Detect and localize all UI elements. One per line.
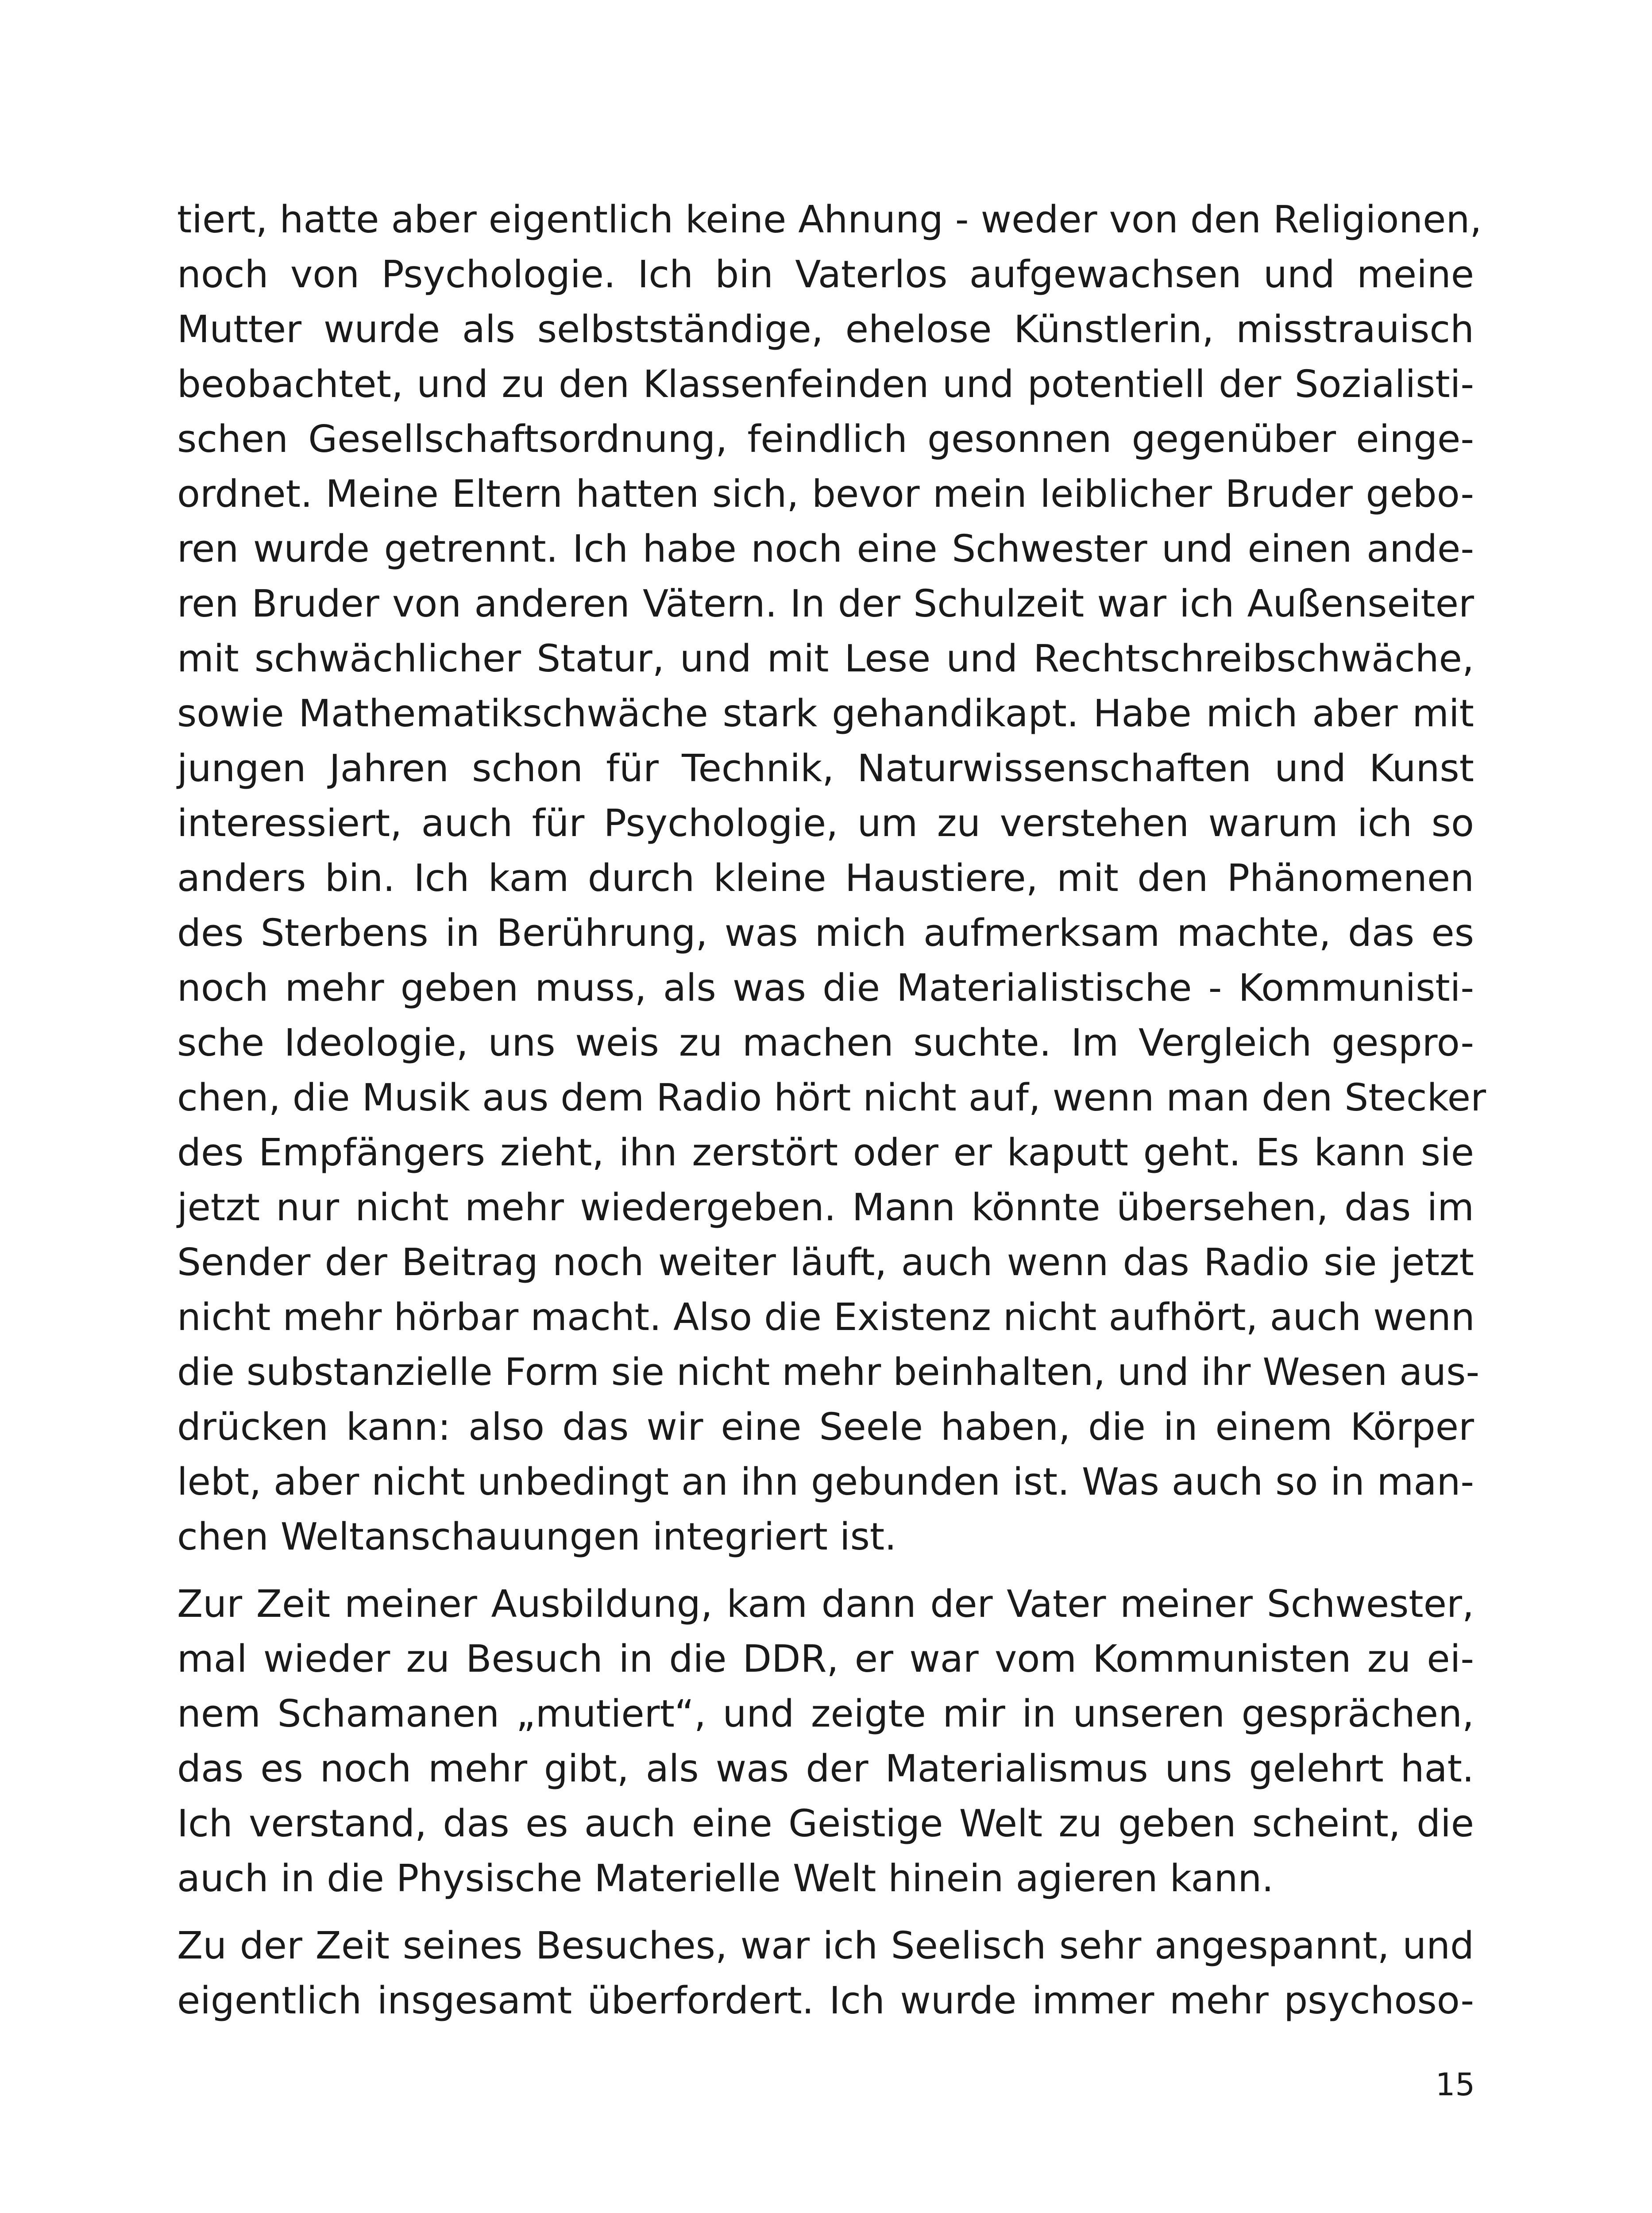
text-line: drücken kann: also das wir eine Seele haben, die in einem Körper bbox=[177, 1405, 1474, 1449]
text-line: nicht mehr hörbar macht. Also die Existenz nicht aufhört, auch wenn bbox=[177, 1295, 1475, 1339]
text-line: schen Gesellschaftsordnung, feindlich gesonnen gegenüber einge- bbox=[177, 417, 1474, 461]
text-line: beobachtet, und zu den Klassenfeinden und potentiell der Sozialisti- bbox=[177, 362, 1474, 406]
text-line: jetzt nur nicht mehr wiedergeben. Mann könnte übersehen, das im bbox=[177, 1186, 1474, 1230]
text-line: des Sterbens in Berührung, was mich aufmerksam machte, das es bbox=[177, 911, 1474, 955]
text-line: jungen Jahren schon für Technik, Naturwissenschaften und Kunst bbox=[177, 747, 1474, 790]
text-line: ren wurde getrennt. Ich habe noch eine Schwester und einen ande- bbox=[177, 527, 1474, 571]
text-line: noch mehr geben muss, als was die Materialistische - Kommunisti- bbox=[177, 966, 1474, 1010]
paragraph-2 bbox=[177, 1577, 1474, 1906]
paragraph-3 bbox=[177, 1919, 1474, 2028]
text-line: noch von Psychologie. Ich bin Vaterlos aufgewachsen und meine bbox=[177, 253, 1474, 297]
text-line: mit schwächlicher Statur, und mit Lese und Rechtschreibschwäche, bbox=[177, 637, 1474, 681]
text-line: chen Weltanschauungen integriert ist. bbox=[177, 1515, 897, 1559]
text-line: Ich verstand, das es auch eine Geistige Welt zu geben scheint, die bbox=[177, 1802, 1474, 1846]
body-text bbox=[177, 193, 1486, 2028]
text-line: sche Ideologie, uns weis zu machen suchte. Im Vergleich gespro- bbox=[177, 1021, 1474, 1065]
text-line: tiert, hatte aber eigentlich keine Ahnung - weder von den Religionen, bbox=[177, 198, 1482, 242]
text-line: lebt, aber nicht unbedingt an ihn gebunden ist. Was auch so in man- bbox=[177, 1460, 1474, 1504]
text-line: interessiert, auch für Psychologie, um zu verstehen warum ich so bbox=[177, 802, 1474, 845]
text-line: Zur Zeit meiner Ausbildung, kam dann der Vater meiner Schwester, bbox=[177, 1582, 1474, 1626]
text-line: sowie Mathematikschwäche stark gehandikapt. Habe mich aber mit bbox=[177, 692, 1474, 736]
text-line: Zu der Zeit seines Besuches, war ich Seelisch sehr angespannt, und bbox=[177, 1924, 1474, 1968]
text-line: anders bin. Ich kam durch kleine Haustiere, mit den Phänomenen bbox=[177, 856, 1474, 900]
text-line: Sender der Beitrag noch weiter läuft, auch wenn das Radio sie jetzt bbox=[177, 1241, 1474, 1284]
text-line: auch in die Physische Materielle Welt hinein agieren kann. bbox=[177, 1857, 1274, 1901]
text-line: Mutter wurde als selbstständige, ehelose Künstlerin, misstrauisch bbox=[177, 308, 1474, 351]
text-line: mal wieder zu Besuch in die DDR, er war vom Kommunisten zu ei- bbox=[177, 1637, 1474, 1681]
text-line: ren Bruder von anderen Vätern. In der Schulzeit war ich Außenseiter bbox=[177, 582, 1474, 626]
text-line: die substanzielle Form sie nicht mehr beinhalten, und ihr Wesen aus- bbox=[177, 1350, 1480, 1394]
text-line: chen, die Musik aus dem Radio hört nicht auf, wenn man den Stecker bbox=[177, 1076, 1486, 1120]
text-line: nem Schamanen „mutiert“, und zeigte mir in unseren gesprächen, bbox=[177, 1692, 1474, 1736]
text-line: das es noch mehr gibt, als was der Materialismus uns gelehrt hat. bbox=[177, 1747, 1474, 1791]
page-number: 15 bbox=[1435, 2066, 1475, 2103]
paragraph-1 bbox=[177, 193, 1486, 1565]
text-line: eigentlich insgesamt überfordert. Ich wurde immer mehr psychoso- bbox=[177, 1979, 1474, 2023]
text-line: ordnet. Meine Eltern hatten sich, bevor mein leiblicher Bruder gebo- bbox=[177, 472, 1474, 516]
text-line: des Empfängers zieht, ihn zerstört oder er kaputt geht. Es kann sie bbox=[177, 1131, 1474, 1175]
